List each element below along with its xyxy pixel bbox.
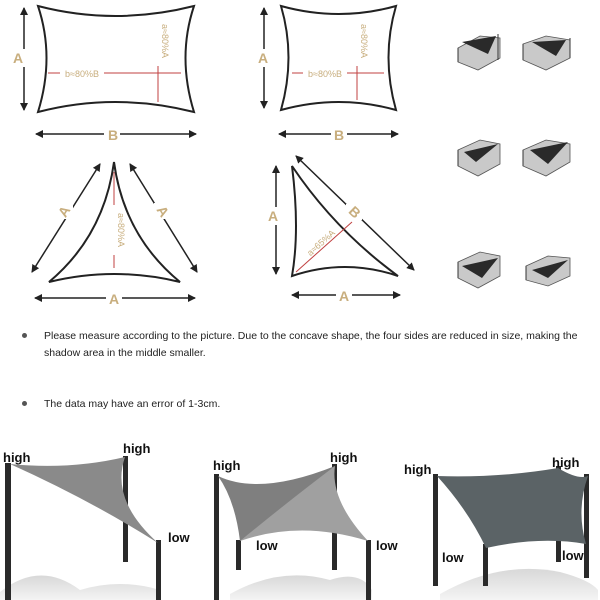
triangle-shade-sail bbox=[10, 457, 158, 543]
thumbnail-3 bbox=[458, 140, 500, 176]
inner-height-label: a≈80%A bbox=[160, 24, 170, 58]
square-sail-diagram bbox=[255, 6, 398, 143]
triangle-install-example bbox=[0, 441, 191, 600]
high-left-label: high bbox=[3, 450, 31, 465]
low-right-label: low bbox=[376, 538, 398, 553]
bottom-side-label: A bbox=[338, 288, 350, 304]
inner-height-label: a≈80%A bbox=[359, 24, 369, 58]
inner-height-label: a≈65%A bbox=[305, 227, 337, 258]
bottom-side-label: A bbox=[108, 291, 120, 307]
installation-thumbnails bbox=[458, 34, 570, 288]
thumbnail-4 bbox=[523, 140, 570, 176]
hypotenuse-label: B bbox=[345, 202, 365, 222]
inner-height-label: a≈80%A bbox=[116, 213, 126, 247]
flat-install-example bbox=[404, 455, 598, 600]
low-label: low bbox=[168, 530, 190, 545]
bullet-icon bbox=[22, 333, 27, 338]
right-triangle-sail-diagram bbox=[265, 156, 414, 304]
right-side-label: A bbox=[153, 202, 173, 220]
side-a-label: A bbox=[257, 50, 269, 66]
inner-height-line bbox=[296, 222, 352, 272]
high-right-label: high bbox=[330, 450, 358, 465]
high-right-label: high bbox=[123, 441, 151, 456]
low-right-label: low bbox=[562, 548, 584, 563]
inner-width-label: b≈80%B bbox=[308, 69, 342, 79]
thumbnail-6 bbox=[526, 256, 570, 286]
rectangle-sail-diagram bbox=[10, 6, 196, 143]
side-b-label: B bbox=[107, 127, 119, 143]
thumbnail-1 bbox=[458, 34, 500, 70]
error-note-text: The data may have an error of 1-3cm. bbox=[44, 398, 221, 410]
square-sail-outline bbox=[281, 6, 396, 110]
high-right-label: high bbox=[552, 455, 580, 470]
flat-shade-sail bbox=[437, 468, 588, 548]
low-left-label: low bbox=[256, 538, 278, 553]
high-left-label: high bbox=[213, 458, 241, 473]
side-b-label: B bbox=[333, 127, 345, 143]
thumbnail-5 bbox=[458, 252, 500, 288]
thumbnail-2 bbox=[523, 36, 570, 70]
high-left-label: high bbox=[404, 462, 432, 477]
measurement-note-text: Please measure according to the picture. Due to the concave shape, the four sides are reduced in size, making the shadow area in the middle smaller. bbox=[44, 330, 578, 359]
right-triangle-sail-outline bbox=[292, 166, 398, 276]
inner-width-label: b≈80%B bbox=[65, 69, 99, 79]
left-side-label: A bbox=[54, 202, 74, 220]
rectangle-sail-outline bbox=[38, 6, 194, 112]
twisted-install-example bbox=[213, 450, 399, 600]
triangle-sail-diagram bbox=[32, 162, 197, 307]
side-a-label: A bbox=[12, 50, 24, 66]
low-left-label: low bbox=[442, 550, 464, 565]
bullet-icon bbox=[22, 401, 27, 406]
vertical-side-label: A bbox=[267, 208, 279, 224]
